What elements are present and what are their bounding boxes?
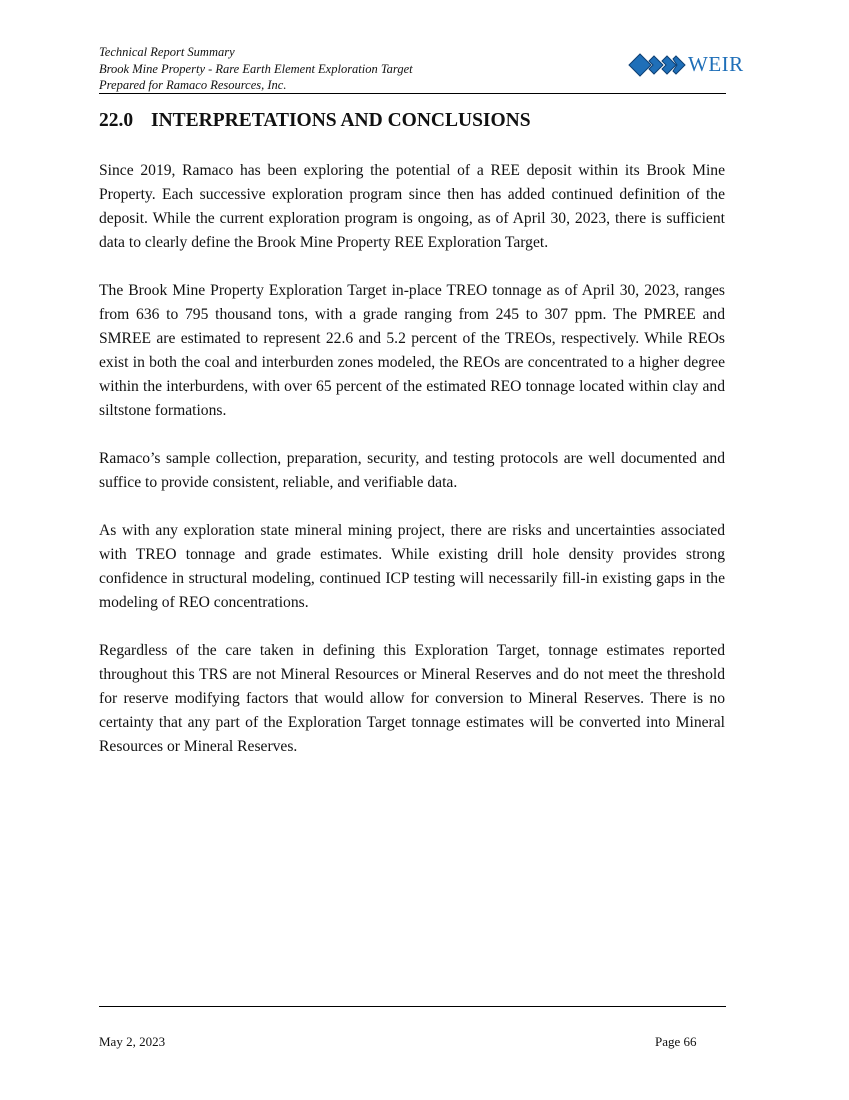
weir-logo — [628, 52, 744, 77]
paragraph: The Brook Mine Property Exploration Target in-place TREO tonnage as of April 30, 2023, ranges from 636 to 795 thousand tons, with a grade ranging from 245 to 307 ppm. The PMREE and SMREE are estimated to represent 22.6 and 5.2 percent of the TREOs, respectively. While REOs exist in both the coal and interburden zones modeled, the REOs are concentrated to a higher degree within the interburdens, with over 65 percent of the estimated REO tonnage located within clay and siltstone formations. — [99, 282, 725, 419]
footer-rule — [99, 1006, 726, 1007]
running-header — [99, 44, 413, 94]
section-number: 22.0 — [99, 110, 134, 131]
section-heading — [99, 110, 531, 132]
footer-page-number: Page 66 — [655, 1034, 697, 1049]
section-title: INTERPRETATIONS AND CONCLUSIONS — [151, 110, 531, 131]
logo-text: WEIR — [688, 52, 744, 76]
header-line: Brook Mine Property - Rare Earth Element Exploration Target — [99, 61, 413, 76]
footer-date: May 2, 2023 — [99, 1034, 166, 1049]
body-text — [99, 159, 725, 783]
header-line: Prepared for Ramaco Resources, Inc. — [99, 78, 287, 92]
header-rule — [99, 93, 726, 94]
paragraph: As with any exploration state mineral mining project, there are risks and uncertainties associated with TREO tonnage and grade estimates. While existing drill hole density provides strong confidence in structural modeling, continued ICP testing will necessarily fill-in existing gaps in the modeling of REO concentrations. — [99, 522, 725, 611]
header-line: Technical Report Summary — [99, 45, 235, 59]
paragraph: Since 2019, Ramaco has been exploring the potential of a REE deposit within its Brook Mine Property. Each successive exploration program since then has added continued definition of the deposit. While the current exploration program is ongoing, as of April 30, 2023, there is sufficient data to clearly define the Brook Mine Property REE Exploration Target. — [99, 162, 725, 251]
paragraph: Regardless of the care taken in defining this Exploration Target, tonnage estimates reported throughout this TRS are not Mineral Resources or Mineral Reserves and do not meet the threshold for reserve modifying factors that would allow for conversion to Mineral Reserves. There is no certainty that any part of the Exploration Target tonnage estimates will be converted into Mineral Resources or Mineral Reserves. — [99, 642, 725, 755]
paragraph: Ramaco’s sample collection, preparation, security, and testing protocols are well documented and suffice to provide consistent, reliable, and verifiable data. — [99, 450, 725, 491]
diamond-chevrons-icon — [628, 53, 686, 77]
